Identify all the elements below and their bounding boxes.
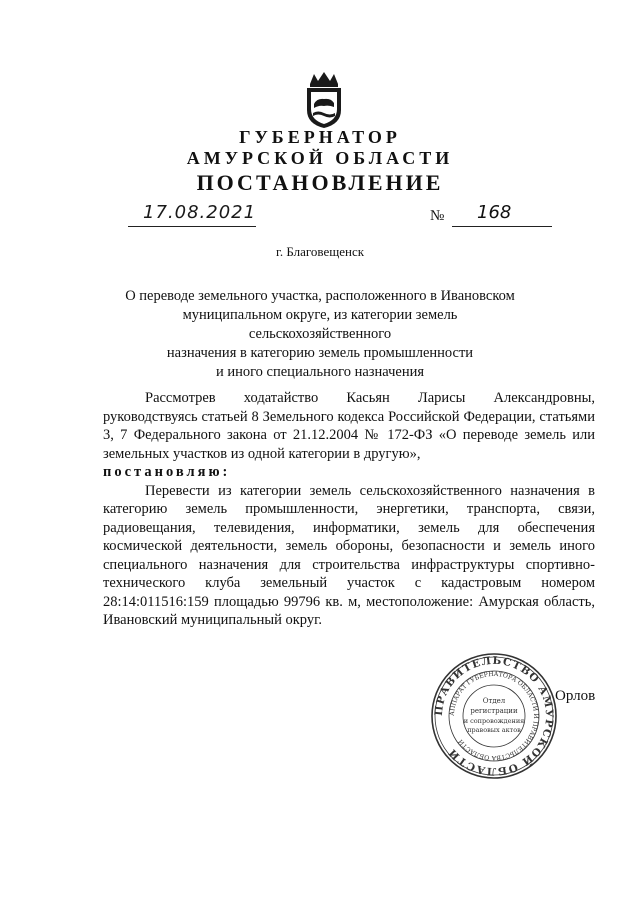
stamp-inner-ring-text: АППАРАТ ГУБЕРНАТОРА ОБЛАСТИ И ПРАВИТЕЛЬСТВА ОБЛАСТИ <box>448 670 540 762</box>
svg-text:АППАРАТ ГУБЕРНАТОРА ОБЛАСТИ И <box>449 671 539 761</box>
subject-line: назначения в категорию земель промышленности <box>166 345 474 361</box>
stamp-center-line: Отдел <box>482 697 506 705</box>
stamp-ring-text: ПРАВИТЕЛЬСТВО АМУРСКОЙ ОБЛАСТИ <box>432 654 556 778</box>
subject-line: О переводе земельного участка, расположенного в Ивановском <box>125 288 515 304</box>
stamp-center-line: и сопровождения <box>463 717 525 725</box>
preamble-paragraph: Рассмотрев ходатайство Касьян Ларисы Александровны, руководствуясь статьей 8 Земельного кодекса Российской Федерации, статьями 3, 7 Федерального закона от 21.12.2004 № 172-ФЗ «О переводе земель или земельных участков из одной категории в другую», <box>103 390 595 462</box>
stamp-center-line: регистрации <box>470 707 518 715</box>
document-date: 17.08.2021 <box>143 202 257 223</box>
subject-line: и иного специального назначения <box>215 364 425 380</box>
stamp-center-line: правовых актов <box>467 726 521 734</box>
number-label: № <box>430 208 445 224</box>
document-subject <box>120 287 520 382</box>
official-stamp <box>430 652 558 780</box>
document-type-title: ПОСТАНОВЛЕНИЕ <box>196 170 444 195</box>
decree-word: постановляю: <box>103 464 231 480</box>
coat-of-arms-icon <box>302 70 346 130</box>
heading-governor: ГУБЕРНАТОР <box>239 127 401 147</box>
resolution-paragraph: Перевести из категории земель сельскохозяйственного назначения в категорию земель промышленности, энергетики, транспорта, связи, радиовещания, телевидения, информатики, земель для обеспечения космической деятельности, земель обороны, безопасности и земель иного специального назначения для строительства инфраструктуры спортивно-технического клуба земельный участок с кадастровым номером 28:14:011516:159 площадью 99796 кв. м, местоположение: Амурская область, Ивановский муниципальный округ. <box>103 482 595 628</box>
subject-line: муниципальном округе, из категории земель сельскохозяйственного <box>182 307 458 342</box>
signatory-name: Орлов <box>555 688 596 704</box>
document-number: 168 <box>477 202 512 223</box>
heading-region: АМУРСКОЙ ОБЛАСТИ <box>186 148 454 168</box>
document-body <box>103 389 595 630</box>
city: г. Благовещенск <box>275 244 365 259</box>
